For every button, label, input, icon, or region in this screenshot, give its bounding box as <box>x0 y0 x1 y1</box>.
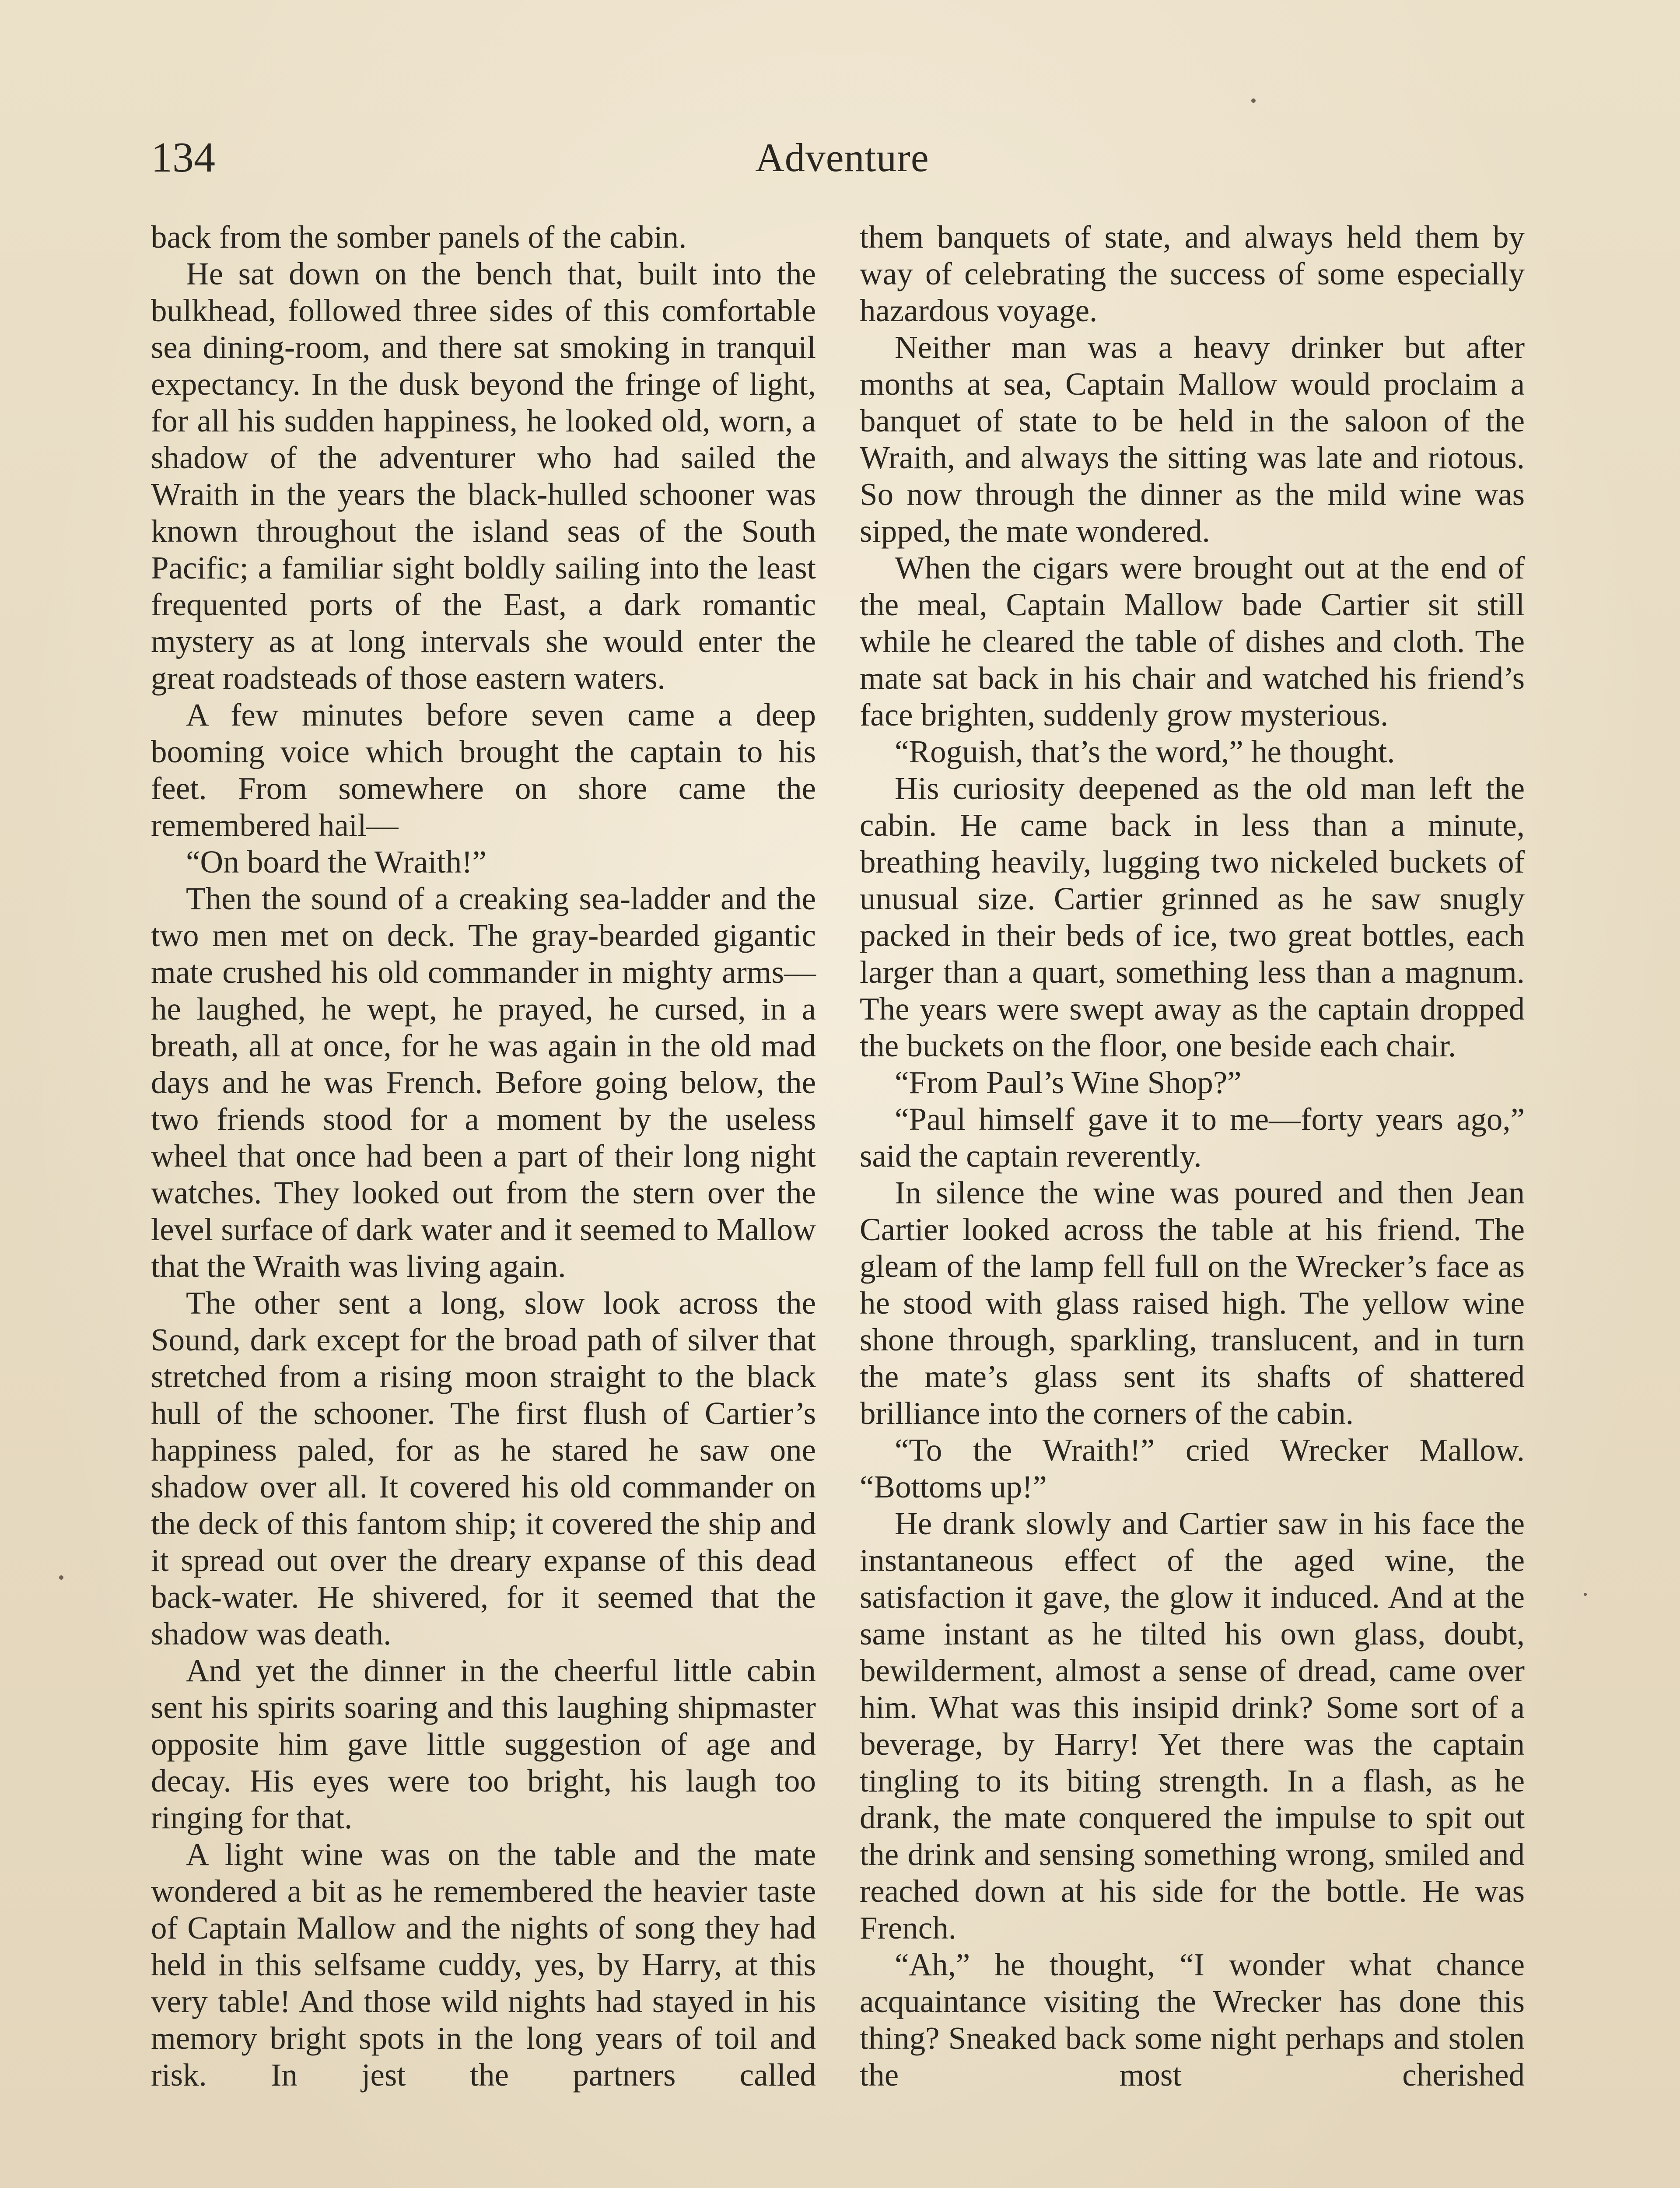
paragraph: “From Paul’s Wine Shop?” <box>895 1065 1242 1100</box>
right-text-column <box>860 219 1525 2093</box>
paragraph: A few minutes before seven came a deep booming voice which brought the captain to his feet. From somewhere on shore came the remembered hail— <box>151 697 816 843</box>
paragraph: He sat down on the bench that, built into the bulkhead, followed three sides of this comfortable sea dining-room, and there sat smoking in tranquil expectancy. In the dusk beyond the fringe of light, for all his sudden happiness, he looked old, worn, a shadow of the adventurer who had sailed the Wraith in the years the black-hulled schooner was known throughout the island seas of the South Pacific; a familiar sight boldly sailing into the least frequented ports of the East, a dark romantic mystery as at long intervals she would enter the great roadsteads of those eastern waters. <box>151 256 816 696</box>
paragraph: “Ah,” he thought, “I wonder what chance acquaintance visiting the Wrecker has done this thing? Sneaked back some night perhaps and stolen the most cherished <box>860 1947 1525 2093</box>
paper-speck <box>1584 1593 1587 1596</box>
paragraph: The other sent a long, slow look across the Sound, dark except for the broad path of silver that stretched from a rising moon straight to the black hull of the schooner. The first flush of Cartier’s happiness paled, for as he stared he saw one shadow over all. It covered his old commander on the deck of this fantom ship; it covered the ship and it spread out over the dreary expanse of this dead back-water. He shivered, for it seemed that the shadow was death. <box>151 1285 816 1652</box>
paragraph: His curiosity deepened as the old man left the cabin. He came back in less than a minute, breathing heavily, lugging two nickeled buckets of unusual size. Cartier grinned as he saw snugly packed in their beds of ice, two great bottles, each larger than a quart, something less than a magnum. The years were swept away as the captain dropped the buckets on the floor, one beside each chair. <box>860 771 1525 1063</box>
paragraph: “Paul himself gave it to me—forty years ago,” said the captain reverently. <box>860 1101 1525 1174</box>
paragraph: “To the Wraith!” cried Wrecker Mallow. “Bottoms up!” <box>860 1432 1525 1504</box>
paragraph: When the cigars were brought out at the end of the meal, Captain Mallow bade Cartier sit still while he cleared the table of dishes and cloth. The mate sat back in his chair and watched his friend’s face brighten, suddenly grow mysterious. <box>860 550 1525 733</box>
paper-speck <box>59 1575 63 1580</box>
paragraph: them banquets of state, and always held them by way of celebrating the success of some especially hazardous voyage. <box>860 219 1525 328</box>
paragraph: “On board the Wraith!” <box>186 844 486 880</box>
paragraph: back from the somber panels of the cabin. <box>151 219 687 255</box>
left-text-column <box>151 219 816 2093</box>
paragraph: “Roguish, that’s the word,” he thought. <box>895 734 1395 769</box>
paper-speck <box>1251 98 1256 103</box>
paragraph: Neither man was a heavy drinker but after months at sea, Captain Mallow would proclaim a banquet of state to be held in the saloon of the Wraith, and always the sitting was late and riotous. So now through the dinner as the mild wine was sipped, the mate wondered. <box>860 330 1525 549</box>
paragraph: A light wine was on the table and the mate wondered a bit as he remembered the heavier taste of Captain Mallow and the nights of song they had held in this selfsame cuddy, yes, by Harry, at this very table! And those wild nights had stayed in his memory bright spots in the long years of toil and risk. In jest the partners called <box>151 1837 816 2093</box>
running-title: Adventure <box>755 135 929 180</box>
paragraph: In silence the wine was poured and then Jean Cartier looked across the table at his friend. The gleam of the lamp fell full on the Wrecker’s face as he stood with glass raised high. The yellow wine shone through, sparkling, translucent, and in turn the mate’s glass sent its shafts of shattered brilliance into the corners of the cabin. <box>860 1175 1525 1431</box>
paragraph: Then the sound of a creaking sea-ladder and the two men met on deck. The gray-bearded gigantic mate crushed his old commander in mighty arms—he laughed, he wept, he prayed, he cursed, in a breath, all at once, for he was again in the old mad days and he was French. Before going below, the two friends stood for a moment by the useless wheel that once had been a part of their long night watches. They looked out from the stern over the level surface of dark water and it seemed to Mallow that the Wraith was living again. <box>151 881 816 1284</box>
paragraph: And yet the dinner in the cheerful little cabin sent his spirits soaring and this laughing shipmaster opposite him gave little suggestion of age and decay. His eyes were too bright, his laugh too ringing for that. <box>151 1653 816 1835</box>
paragraph: He drank slowly and Cartier saw in his face the instantaneous effect of the aged wine, the satisfaction it gave, the glow it induced. And at the same instant as he tilted his own glass, doubt, bewilderment, almost a sense of dread, came over him. What was this insipid drink? Some sort of a beverage, by Harry! Yet there was the captain tingling to its biting strength. In a flash, as he drank, the mate conquered the impulse to spit out the drink and sensing something wrong, smiled and reached down at his side for the bottle. He was French. <box>860 1506 1525 1946</box>
page-number: 134 <box>151 134 215 181</box>
page-header <box>151 131 1533 184</box>
